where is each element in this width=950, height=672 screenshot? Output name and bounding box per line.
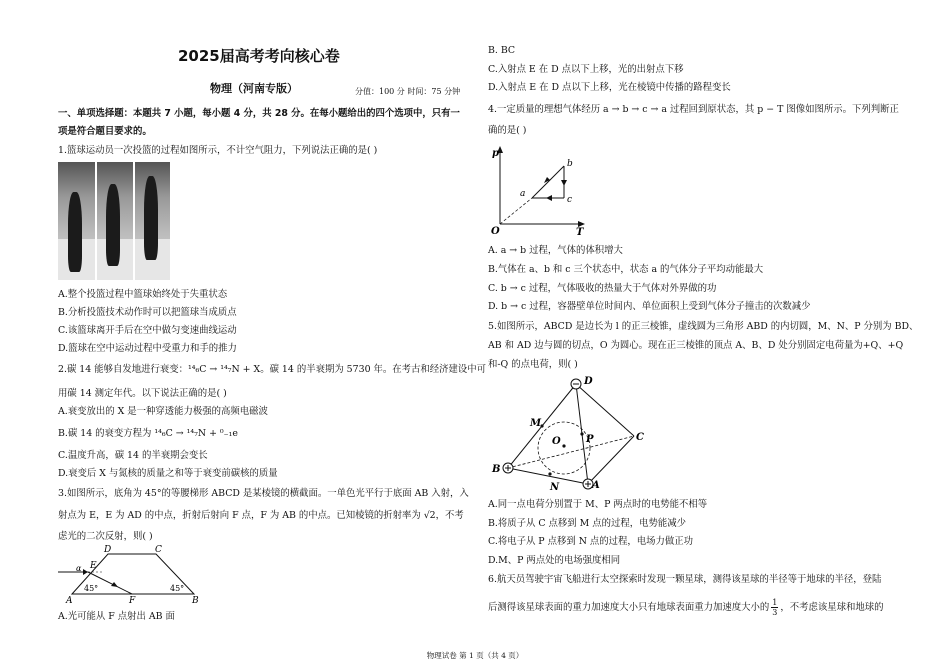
exam-subtitle: 物理（河南专版） xyxy=(210,82,298,95)
q5-stem-2: AB 和 AD 边与圆的切点，O 为圆心。现在正三棱锥的顶点 A、B、D 处分别固定电荷量为+Q、+Q xyxy=(488,340,904,351)
q1-option-d: D.篮球在空中运动过程中受重力和手的推力 xyxy=(58,343,237,354)
fig5-label-o: O xyxy=(552,436,561,447)
fig4-label-a: a xyxy=(520,189,526,199)
q4-pt-graph xyxy=(490,144,590,236)
q6-stem-2a: 后测得该星球表面的重力加速度大小只有地球表面重力加速度大小的 xyxy=(488,602,770,613)
fig3-label-d: D xyxy=(104,545,112,555)
q6-fraction xyxy=(771,598,778,617)
q1-option-b: B.分析投篮技术动作时可以把篮球当成质点 xyxy=(58,307,237,318)
q2-option-c: C.温度升高，碳 14 的半衰期会变长 xyxy=(58,450,208,461)
fig4-label-b: b xyxy=(567,159,573,169)
fig5-label-b: B xyxy=(492,464,501,475)
q2-option-b: B.碳 14 的衰变方程为 ¹⁴₆C → ¹⁴₇N + ⁰₋₁e xyxy=(58,428,238,439)
fig3-label-alpha: α xyxy=(76,564,82,573)
section1-heading: 一、单项选择题：本题共 7 小题，每小题 4 分，共 28 分。在每小题给出的四个选项中，只有一 xyxy=(58,108,460,119)
q3-option-b: B. BC xyxy=(488,45,516,56)
fig3-label-c: C xyxy=(155,545,162,555)
section1-heading-2: 项是符合题目要求的。 xyxy=(58,126,152,137)
fig3-label-e: E xyxy=(90,561,97,571)
q1-photo xyxy=(58,162,170,280)
fig5-label-a: A xyxy=(592,480,600,491)
q5-option-b: B.将质子从 C 点移到 M 点的过程，电势能减少 xyxy=(488,518,686,529)
fig5-label-n: N xyxy=(550,482,560,492)
q2-stem-2: 用碳 14 测定年代。以下说法正确的是( ) xyxy=(58,388,227,399)
q4-option-b: B.气体在 a、b 和 c 三个状态中，状态 a 的气体分子平均动能最大 xyxy=(488,264,764,275)
exam-title: 2025届高考考向核心卷 xyxy=(178,47,340,65)
fig3-label-a: A xyxy=(66,596,73,604)
fig4-axis-p: p xyxy=(492,148,499,159)
fig3-angle-right: 45° xyxy=(170,584,185,593)
fig5-label-c: C xyxy=(636,432,644,443)
q5-option-d: D.M、P 两点处的电场强度相同 xyxy=(488,555,621,566)
q4-option-d: D. b → c 过程，容器壁单位时间内、单位面积上受到气体分子撞击的次数减少 xyxy=(488,301,811,312)
q5-option-c: C.将电子从 P 点移到 N 点的过程，电场力做正功 xyxy=(488,536,694,547)
q3-stem-3: 虑光的二次反射，则( ) xyxy=(58,531,153,542)
q5-stem: 5.如图所示，ABCD 是边长为 l 的正三棱锥，虚线圆为三角形 ABD 的内切圆，M、N、P 分别为 BD、 xyxy=(488,321,919,332)
q4-option-a: A. a → b 过程，气体的体积增大 xyxy=(488,245,623,256)
q2-stem: 2.碳 14 能够自发地进行衰变：¹⁴₆C → ¹⁴₇N + X。碳 14 的半衰期为 5730 年。在考古和经济建设中可 xyxy=(58,364,487,375)
q5-stem-3: 和-Q 的点电荷，则( ) xyxy=(488,359,578,370)
q3-prism-figure xyxy=(58,542,208,604)
fig3-label-f: F xyxy=(129,596,136,604)
q4-option-c: C. b → c 过程，气体吸收的热量大于气体对外界做的功 xyxy=(488,283,717,294)
fig4-axis-t: T xyxy=(576,227,584,236)
q1-stem: 1.篮球运动员一次投篮的过程如图所示，不计空气阻力，下列说法正确的是( ) xyxy=(58,145,378,156)
q3-option-a: A.光可能从 F 点射出 AB 面 xyxy=(58,611,175,622)
q6-fraction-den: 3 xyxy=(772,608,778,617)
q2-option-a: A.衰变放出的 X 是一种穿透能力极强的高频电磁波 xyxy=(58,406,268,417)
q5-option-a: A.同一点电荷分别置于 M、P 两点时的电势能不相等 xyxy=(488,499,708,510)
exam-meta: 分值：100 分 时间：75 分钟 xyxy=(355,87,461,96)
fig5-label-m: M xyxy=(530,418,542,429)
q1-option-c: C.该篮球离开手后在空中做匀变速曲线运动 xyxy=(58,325,237,336)
q6-stem: 6.航天员驾驶宇宙飞船进行太空探索时发现一颗星球，测得该星球的半径等于地球的半径，登陆 xyxy=(488,574,882,585)
q3-option-d: D.入射点 E 在 D 点以下上移，光在棱镜中传播的路程变长 xyxy=(488,82,731,93)
fig3-label-b: B xyxy=(192,596,199,604)
q3-stem-2: 射点为 E，E 为 AD 的中点，折射后射向 F 点，F 为 AB 的中点。已知棱镜的折射率为 √2，不考 xyxy=(58,510,464,521)
q5-tetrahedron-figure xyxy=(488,372,648,492)
page-footer: 物理试卷 第 1 页（共 4 页） xyxy=(426,651,524,660)
fig5-label-d: D xyxy=(584,376,593,387)
fig3-angle-left: 45° xyxy=(84,584,99,593)
q6-fraction-num: 1 xyxy=(772,598,778,607)
q1-option-a: A.整个投篮过程中篮球始终处于失重状态 xyxy=(58,289,228,300)
q6-stem-2b: ，不考虑该星球和地球的 xyxy=(780,602,884,613)
q3-stem: 3.如图所示，底角为 45°的等腰梯形 ABCD 是某棱镜的横截面。一单色光平行于底面 AB 入射，入 xyxy=(58,488,469,499)
q3-option-c: C.入射点 E 在 D 点以下上移，光的出射点下移 xyxy=(488,64,684,75)
q2-option-d: D.衰变后 X 与氮核的质量之和等于衰变前碳核的质量 xyxy=(58,468,278,479)
fig4-origin: O xyxy=(491,226,500,236)
fig5-label-p: P xyxy=(586,434,594,445)
fig4-label-c: c xyxy=(567,195,573,205)
q4-stem: 4.一定质量的理想气体经历 a → b → c → a 过程回到原状态，其 p − T 图像如图所示。下列判断正 xyxy=(488,104,899,115)
q6-stem-2 xyxy=(488,598,884,617)
q4-stem-2: 确的是( ) xyxy=(488,125,527,136)
